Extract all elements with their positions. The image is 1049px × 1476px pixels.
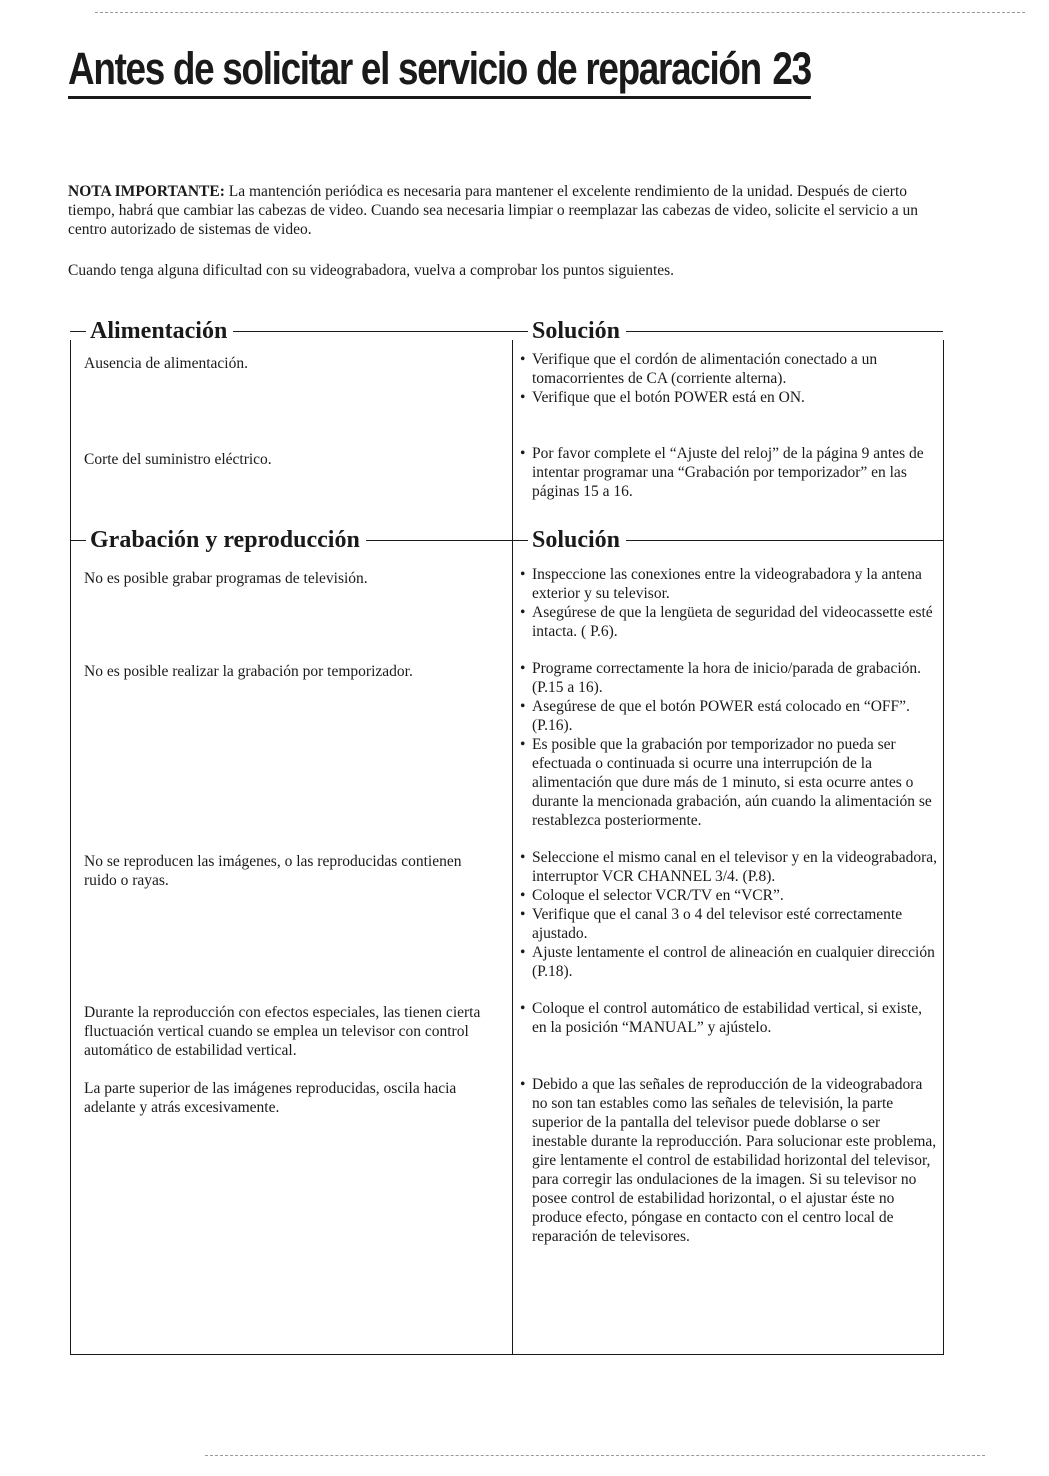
solution-item: • Debido a que las señales de reproducción de la videograbadora no son tan estables como las señales de televisión, la parte superior de la pantalla del televisor puede doblarse o ser inestable durante la reproducción. Para solucionar este problema, gire lentamente el control de estabilidad horizontal del televisor, para corregir las ondulaciones de la imagen. Si su televisor no posee control de estabilidad horizontal, o el ajustar éste no produce efecto, póngase en contacto con el centro local de reparación de televisores. [518, 1075, 938, 1246]
page-number: 23 [772, 43, 811, 94]
solution-item: • Inspeccione las conexiones entre la videograbadora y la antena exterior y su televisor. [518, 565, 938, 603]
solution-list [518, 999, 938, 1037]
problem-item: Durante la reproducción con efectos especiales, las tienen cierta fluctuación vertical cuando se emplea un televisor con control automático de estabilidad vertical. [84, 1004, 481, 1059]
section-heading-alimentacion: Alimentación [70, 318, 512, 345]
page-title-text: Antes de solicitar el servicio de reparación [68, 43, 761, 94]
scan-artifact-bottom [205, 1455, 985, 1456]
solution-item: • Seleccione el mismo canal en el televisor y en la videograbadora, interruptor VCR CHANNEL 3/4. (P.8). [518, 848, 938, 886]
problem-item: No se reproducen las imágenes, o las reproducidas contienen ruido o rayas. [84, 853, 462, 889]
problem-item: Ausencia de alimentación. [84, 355, 248, 372]
solution-list [518, 565, 938, 641]
solution-item: • Coloque el selector VCR/TV en “VCR”. [518, 886, 938, 905]
page-header [68, 42, 989, 99]
solution-list [518, 659, 938, 830]
solution-item: • Verifique que el botón POWER está en ON. [518, 388, 938, 407]
solution-list [518, 1075, 938, 1246]
scan-artifact-top [95, 12, 1025, 13]
problem-item: No es posible grabar programas de televisión. [84, 570, 368, 587]
solution-item: • Es posible que la grabación por temporizador no pueda ser efectuada o continuada si ocurre una interrupción de la alimentación que dure más de 1 minuto, si esta ocurre antes o durante la mencionada grabación, aún cuando la alimentación se restablezca posteriormente. [518, 735, 938, 830]
solution-heading-2: Solución [512, 527, 943, 554]
solution-list [518, 848, 938, 981]
problem-item: La parte superior de las imágenes reproducidas, oscila hacia adelante y atrás excesivamente. [84, 1080, 457, 1116]
intro-text: Cuando tenga alguna dificultad con su videograbadora, vuelva a comprobar los puntos siguientes. [68, 262, 675, 279]
page-title [68, 42, 811, 99]
note-label: NOTA IMPORTANTE: [68, 183, 225, 200]
solution-item: • Asegúrese de que la lengüeta de seguridad del videocassette esté intacta. ( P.6). [518, 603, 938, 641]
solution-item: • Asegúrese de que el botón POWER está colocado en “OFF”. (P.16). [518, 697, 938, 735]
important-note [68, 182, 938, 239]
solution-heading-1: Solución [512, 318, 943, 345]
solution-item: • Verifique que el cordón de alimentación conectado a un tomacorrientes de CA (corriente alterna). [518, 350, 938, 388]
problem-column-frame [70, 340, 513, 1355]
solution-item: • Verifique que el canal 3 o 4 del televisor esté correctamente ajustado. [518, 905, 938, 943]
solution-list [518, 444, 938, 501]
solution-list [518, 350, 938, 407]
section-heading-grabacion: Grabación y reproducción [70, 527, 512, 554]
note-text: La mantención periódica es necesaria para mantener el excelente rendimiento de la unidad. Después de cierto tiempo, habrá que cambiar las cabezas de video. Cuando sea necesaria limpiar o reemplazar las cabezas de video, solicite el servicio a un centro autorizado de sistemas de video. [68, 183, 918, 238]
solution-item: • Programe correctamente la hora de inicio/parada de grabación. (P.15 a 16). [518, 659, 938, 697]
solution-item: • Coloque el control automático de estabilidad vertical, si existe, en la posición “MANUAL” y ajústelo. [518, 999, 938, 1037]
problem-item: Corte del suministro eléctrico. [84, 451, 272, 468]
solution-item: • Por favor complete el “Ajuste del reloj” de la página 9 antes de intentar programar una “Grabación por temporizador” en las páginas 15 a 16. [518, 444, 938, 501]
solution-item: • Ajuste lentamente el control de alineación en cualquier dirección (P.18). [518, 943, 938, 981]
problem-item: No es posible realizar la grabación por temporizador. [84, 663, 413, 680]
